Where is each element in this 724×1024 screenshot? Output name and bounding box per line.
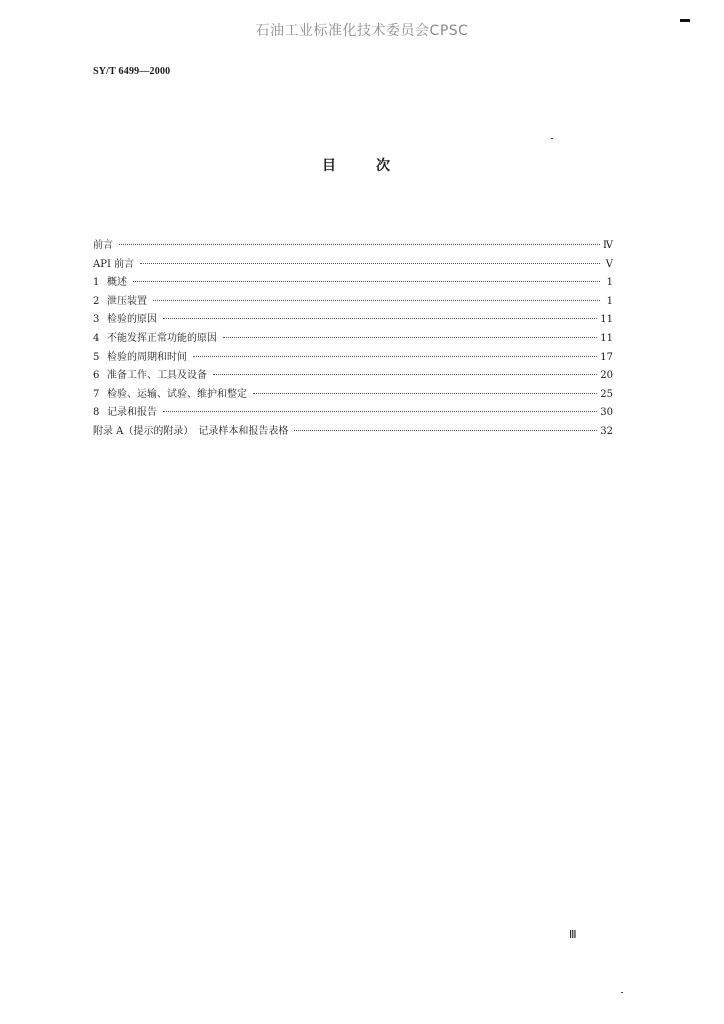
toc-entry-label: 检验、运输、试验、维护和整定: [107, 388, 247, 400]
toc-entry-label: 检验的周期和时间: [107, 351, 187, 363]
toc-title: 目次: [322, 158, 430, 174]
toc-entry-label: 准备工作、工具及设备: [107, 370, 207, 382]
corner-mark: [680, 19, 690, 22]
document-code: SY/T 6499—2000: [93, 66, 171, 77]
toc-entry-number: 8: [93, 407, 100, 419]
toc-entry-page: 30: [600, 407, 613, 419]
toc-leader-dots: [213, 373, 597, 375]
toc-entry-label: 前言: [93, 240, 113, 251]
scan-speck: [551, 138, 553, 139]
scan-speck: [621, 992, 623, 993]
toc-entry-number: 1: [93, 277, 100, 289]
toc-entry: [93, 330, 613, 349]
toc-entry: [93, 256, 613, 275]
toc-entry-page: Ⅴ: [605, 258, 613, 270]
page-number: Ⅲ: [569, 929, 577, 941]
toc-leader-dots: [253, 392, 597, 394]
toc-leader-dots: [163, 317, 597, 319]
toc-leader-dots: [163, 410, 597, 412]
table-of-contents: [93, 237, 613, 442]
toc-entry-number: 6: [93, 370, 100, 382]
toc-entry: [93, 293, 613, 312]
toc-leader-dots: [193, 355, 597, 357]
watermark-header: 石油工业标准化技术委员会CPSC: [255, 23, 469, 39]
toc-entry-number: 3: [93, 314, 100, 326]
toc-entry-number: 5: [93, 351, 100, 363]
toc-leader-dots: [133, 280, 600, 282]
toc-entry-page: 32: [600, 425, 613, 437]
toc-leader-dots: [140, 262, 600, 264]
toc-entry-label: 概述: [107, 277, 127, 289]
toc-leader-dots: [153, 299, 600, 301]
toc-leader-dots: [223, 336, 597, 338]
toc-entry-page: 1: [606, 295, 613, 307]
toc-entry-page: 1: [606, 277, 613, 289]
toc-entry-label: 附录 A（提示的附录） 记录样本和报告表格: [93, 425, 289, 437]
toc-entry-page: 25: [600, 388, 613, 400]
toc-entry-number: 2: [93, 295, 100, 307]
toc-entry: [93, 423, 613, 442]
toc-entry-label: 记录和报告: [107, 407, 157, 419]
toc-entry-number: 4: [93, 332, 100, 344]
toc-entry-page: 11: [600, 332, 613, 344]
toc-entry-page: 17: [600, 351, 613, 363]
toc-entry: [93, 386, 613, 405]
toc-entry-label: 泄压装置: [107, 295, 147, 307]
toc-entry-page: 11: [600, 314, 613, 326]
toc-entry: [93, 404, 613, 423]
toc-entry-label: 不能发挥正常功能的原因: [107, 332, 217, 344]
toc-entry-number: 7: [93, 388, 100, 400]
toc-entry-label: 检验的原因: [107, 314, 157, 326]
toc-entry-page: 20: [600, 370, 613, 382]
toc-leader-dots: [294, 429, 597, 431]
toc-entry: [93, 349, 613, 368]
toc-leader-dots: [119, 243, 600, 245]
toc-entry: [93, 237, 613, 256]
toc-entry-label: API 前言: [93, 258, 135, 270]
toc-entry: [93, 274, 613, 293]
toc-entry-page: Ⅳ: [603, 240, 613, 251]
toc-entry: [93, 367, 613, 386]
toc-entry: [93, 311, 613, 330]
